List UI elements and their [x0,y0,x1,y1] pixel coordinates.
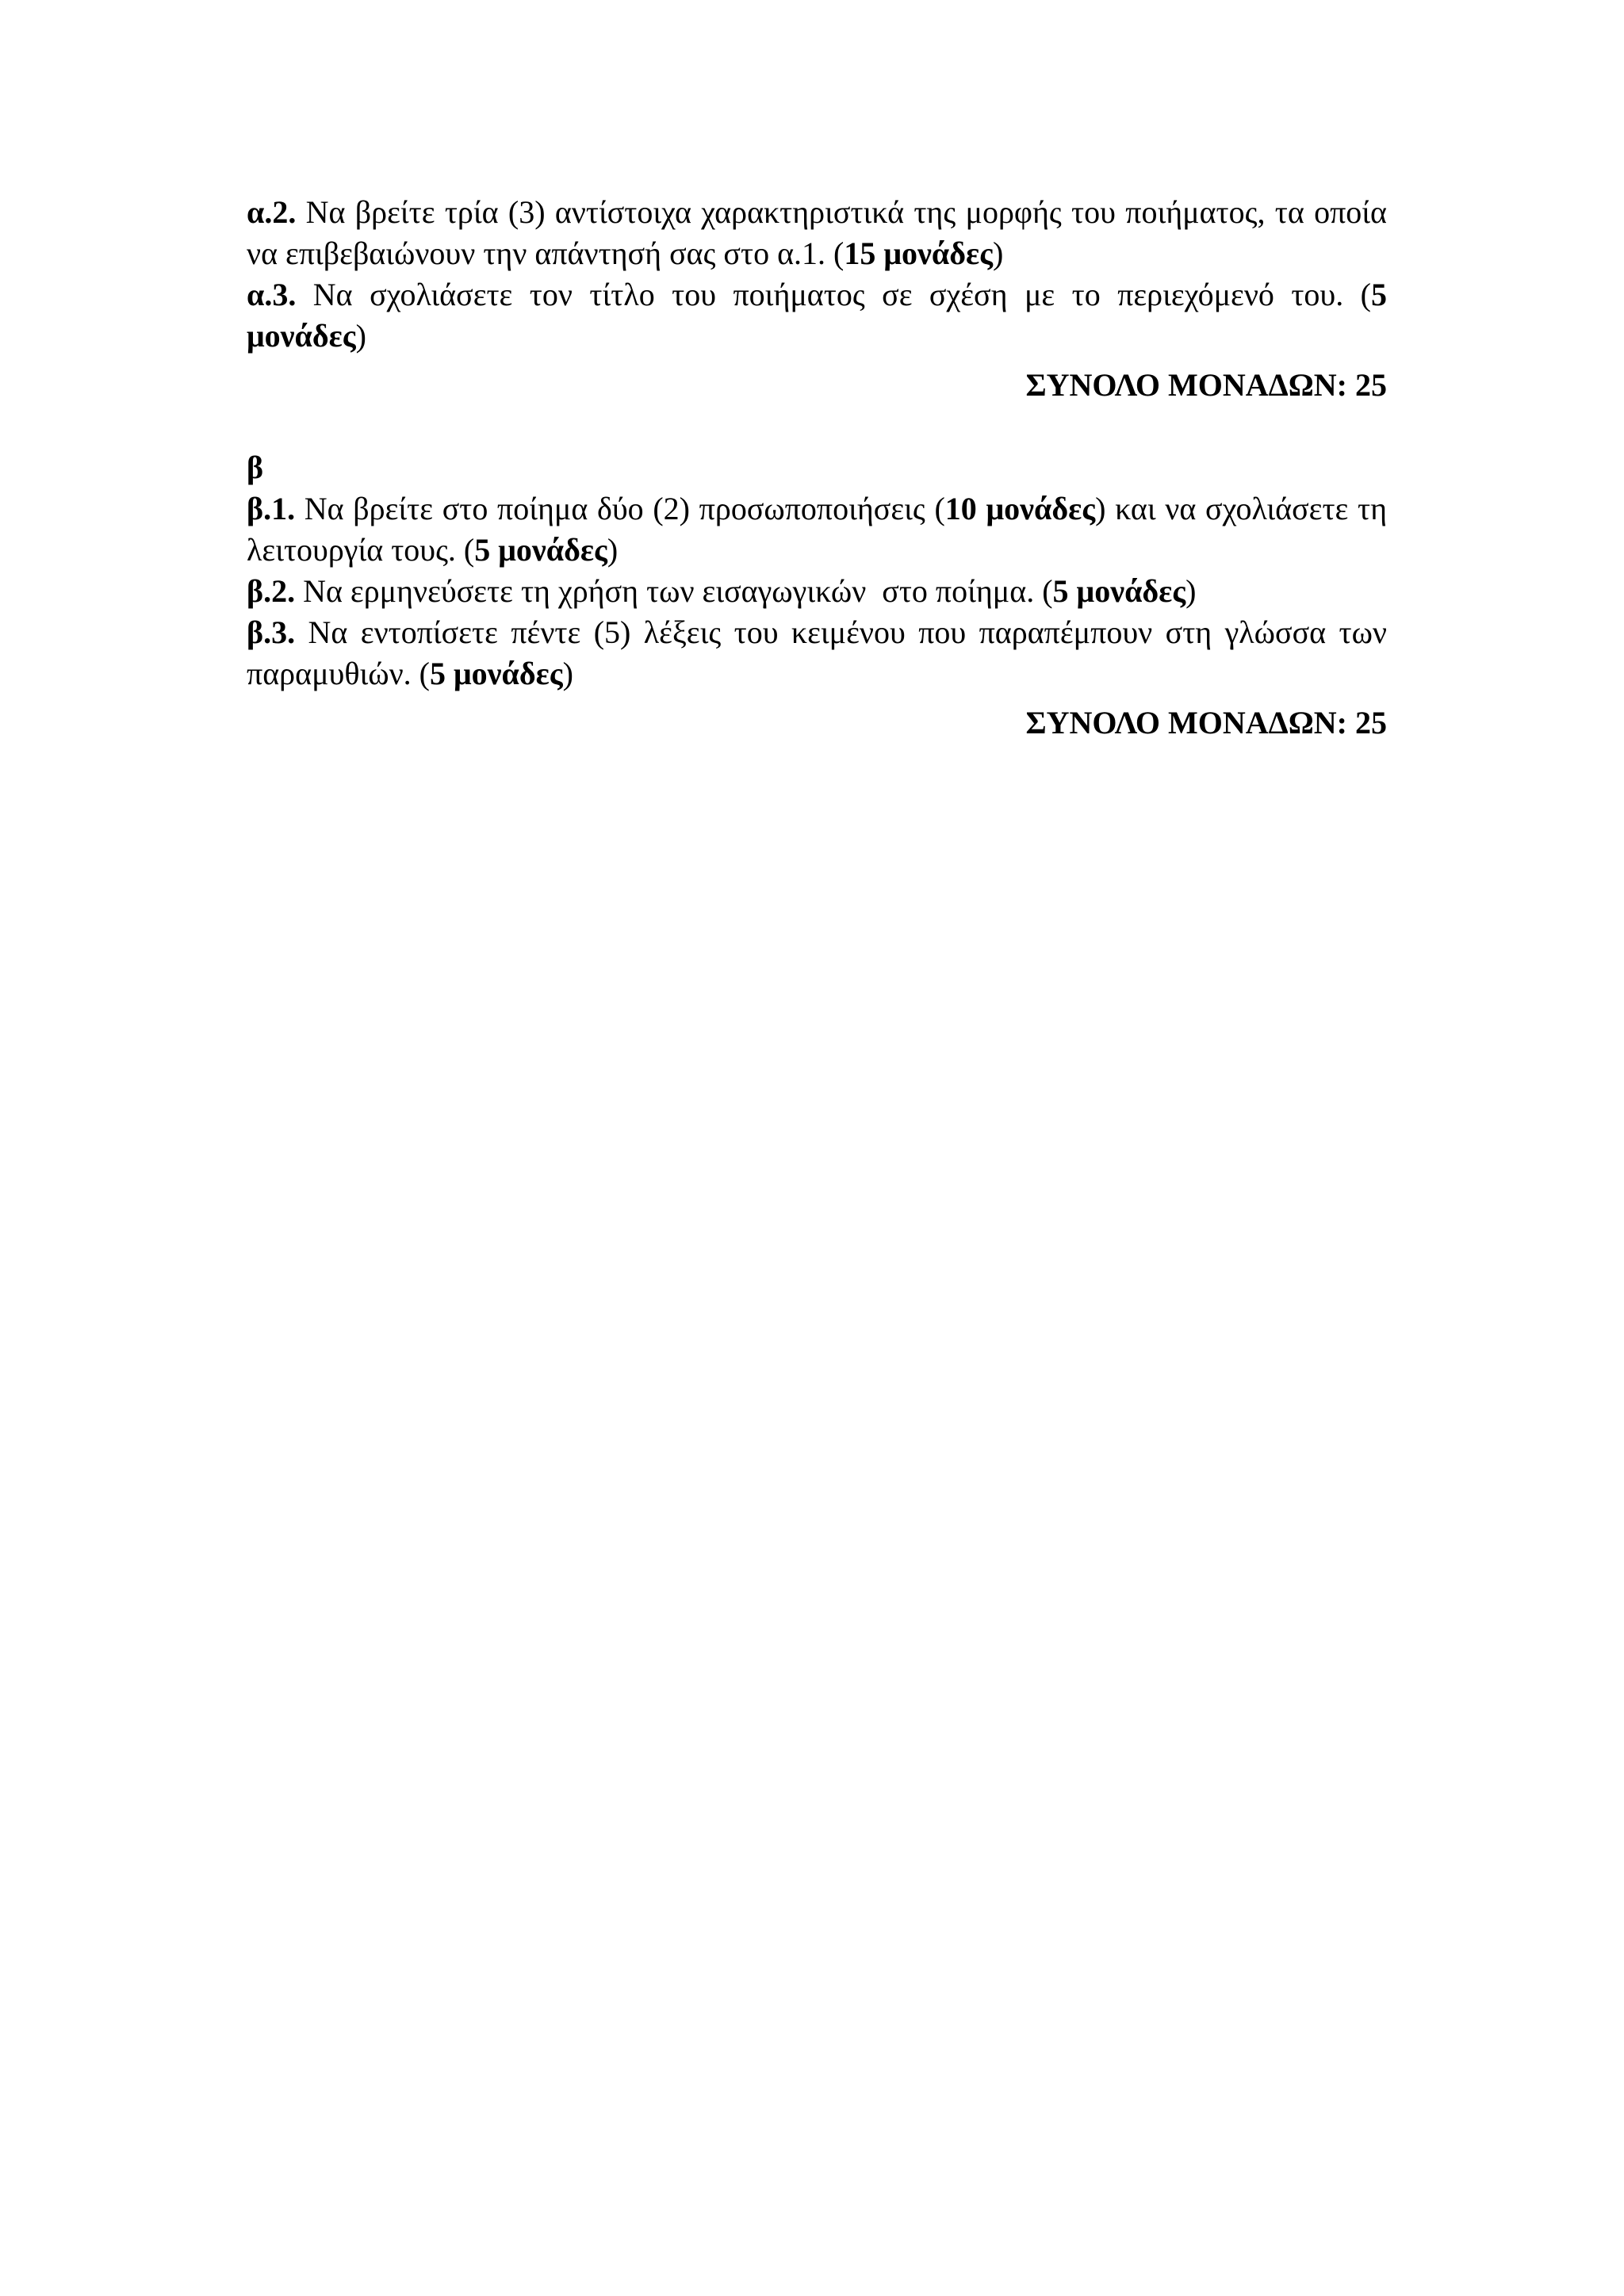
question-b1-label: β.1. [247,491,296,526]
question-a3-points: 5 μονάδες [247,277,1387,354]
question-a2-text: Να βρείτε τρία (3) αντίστοιχα χαρακτηριστικά της μορφής του ποιήματος, τα οποία να επιβεβαιώνουν την απάντησή σας στο α.1. ( [247,194,1387,271]
question-a3-close: ) [355,318,366,354]
question-b3-points: 5 μονάδες [429,656,563,691]
question-b1-points-1: 10 μονάδες [944,491,1096,526]
question-a3-text: Να σχολιάσετε τον τίτλο του ποιήματος σε σχέση με το περιεχόμενό του. ( [296,277,1371,312]
question-b2 [247,571,1387,612]
question-a3-label: α.3. [247,277,297,312]
question-b1-points-2: 5 μονάδες [474,532,607,568]
question-b3 [247,612,1387,695]
question-b1-close: ) [607,532,619,568]
question-b3-label: β.3. [247,614,296,650]
question-b1-text-2: ) και να σχολιάσετε τη λειτουργία τους. ( [247,491,1387,568]
question-a2-close: ) [992,235,1004,271]
question-b3-text: Να εντοπίσετε πέντε (5) λέξεις του κειμένου που παραπέμπουν στη γλώσσα των παραμυθιών. ( [247,614,1387,691]
question-a2 [247,192,1387,274]
section-b-total: ΣΥΝΟΛΟ ΜΟΝΑΔΩΝ: 25 [1025,705,1387,740]
question-b2-label: β.2. [247,573,296,609]
question-a3 [247,274,1387,357]
section-a-total: ΣΥΝΟΛΟ ΜΟΝΑΔΩΝ: 25 [1025,367,1387,403]
question-a2-points: 15 μονάδες [844,235,993,271]
section-b-heading: β [247,450,264,485]
question-b2-points: 5 μονάδες [1052,573,1186,609]
question-b2-text: Να ερμηνεύσετε τη χρήση των εισαγωγικών στο ποίημα. ( [295,573,1053,609]
document-content [247,192,1387,744]
question-a2-label: α.2. [247,194,297,230]
question-b1-text-1: Να βρείτε στο ποίημα δύο (2) προσωποποιήσεις ( [295,491,945,526]
question-b3-close: ) [562,656,573,691]
question-b1 [247,488,1387,571]
question-b2-close: ) [1185,573,1197,609]
